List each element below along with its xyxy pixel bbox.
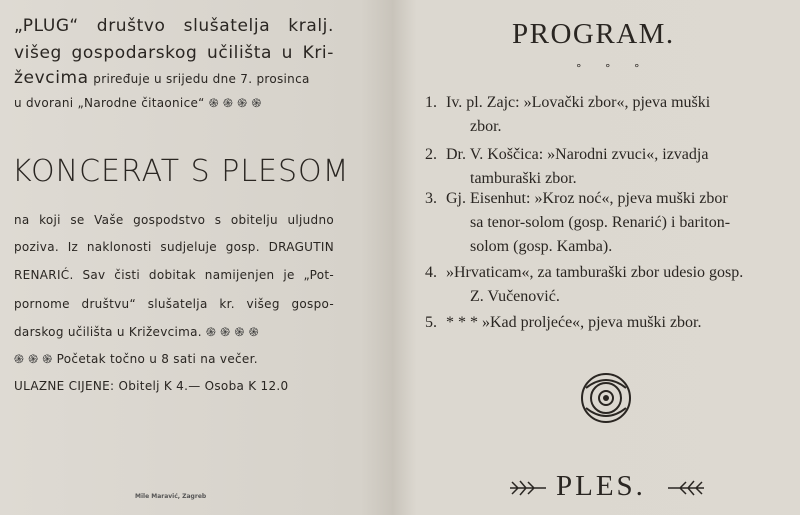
body-text: darskog učilišta u Križevcima.	[14, 325, 202, 339]
prices-line	[14, 379, 334, 393]
body-line: pornome društvu“ slušatelja kr. višeg gospo-	[14, 297, 334, 311]
body-line: na koji se Vaše gospodstvo s obitelju uljudno	[14, 213, 334, 227]
program-item-line: solom (gosp. Kamba).	[470, 238, 613, 255]
program-item-line: Iv. pl. Zajc: »Lovački zbor«, pjeva muški	[446, 94, 711, 111]
rose-ornament-icon	[578, 370, 634, 426]
item-number: 4.	[425, 264, 437, 281]
start-time: Početak točno u 8 sati na večer.	[56, 352, 258, 366]
item-number: 2.	[425, 146, 437, 163]
program-title: PROGRAM.	[512, 18, 675, 50]
ornament-icon: ֍ ֍ ֍ ֍	[206, 325, 259, 339]
item-number: 1.	[425, 94, 437, 111]
intro-venue	[14, 96, 334, 110]
program-item-line: Z. Vučenović.	[470, 288, 560, 305]
venue-text: u dvorani „Narodne čitaonice“	[14, 96, 205, 110]
item-number: 5.	[425, 314, 437, 331]
program-item-line: Dr. V. Koščica: »Narodni zvuci«, izvadja	[446, 146, 709, 163]
intro-line: višeg gospodarskog učilišta u Kri-	[14, 43, 334, 63]
ornament-icon: ֍ ֍ ֍ ֍	[208, 96, 262, 110]
prices-label: ULAZNE CIJENE:	[14, 379, 115, 393]
left-sprig-icon	[508, 478, 548, 498]
body-line: poziva. Iz naklonosti sudjeluje gosp. DRAGUTIN	[14, 240, 334, 254]
prices: Obitelj K 4.— Osoba K 12.0	[118, 379, 289, 393]
ornament-icon: ֍ ֍ ֍	[14, 352, 53, 366]
intro-word: ževcima	[14, 68, 89, 88]
program-item-line: * * * »Kad proljeće«, pjeva muški zbor.	[446, 314, 702, 331]
right-page	[392, 0, 800, 515]
dance-heading: PLES.	[556, 470, 646, 502]
program-item-line: Gj. Eisenhut: »Kroz noć«, pjeva muški zbor	[446, 190, 728, 207]
program-item-line: sa tenor-solom (gosp. Renarić) i bariton-	[470, 214, 731, 231]
intro-date: priređuje u srijedu dne 7. prosinca	[93, 72, 310, 86]
left-page	[0, 0, 392, 515]
item-number: 3.	[425, 190, 437, 207]
right-sprig-icon	[666, 478, 706, 498]
body-line: RENARIĆ. Sav čisti dobitak namijenjen je „Pot-	[14, 268, 334, 282]
intro-line	[14, 68, 334, 88]
body-line	[14, 325, 334, 339]
program-item-line: tamburaški zbor.	[470, 170, 577, 187]
intro-line: „PLUG“ društvo slušatelja kralj.	[14, 16, 334, 36]
dots-divider: ° ° °	[576, 62, 650, 75]
printer-imprint: Mile Maravić, Zagreb	[135, 493, 207, 500]
program-item-line: zbor.	[470, 118, 502, 135]
event-title: KONCERAT S PLESOM	[12, 154, 350, 189]
program-item-line: »Hrvaticam«, za tamburaški zbor udesio gosp.	[446, 264, 744, 281]
start-time-line	[14, 352, 334, 366]
